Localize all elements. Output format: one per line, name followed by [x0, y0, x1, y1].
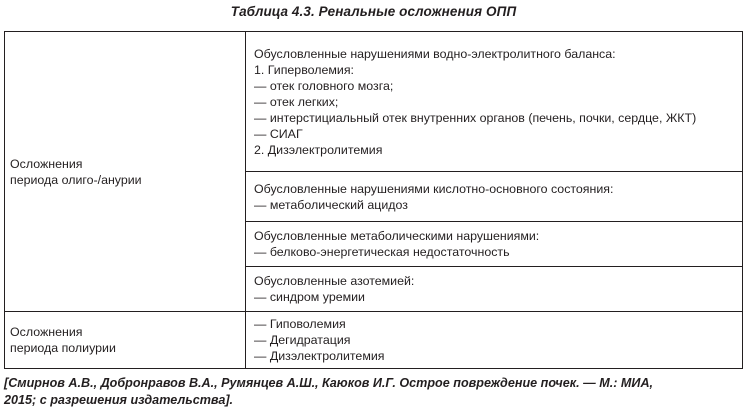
- source-citation: [4, 375, 744, 409]
- period-label: периода полиурии: [10, 341, 116, 355]
- complication-group-polyuria: [246, 312, 743, 369]
- list-item: 2. Дизэлектролитемия: [254, 142, 383, 157]
- table-caption: Таблица 4.3. Ренальные осложнения ОПП: [230, 4, 517, 19]
- group-heading: Обусловленные нарушениями кислотно-основного состояния:: [254, 181, 614, 196]
- group-heading: Обусловленные азотемией:: [254, 274, 415, 288]
- table-row: [5, 32, 743, 172]
- list-item: — отек головного мозга;: [254, 78, 394, 93]
- group-heading: Обусловленные метаболическими нарушениями:: [254, 229, 540, 243]
- list-item: — Дизэлектролитемия: [254, 349, 385, 363]
- list-item: — белково-энергетическая недостаточность: [254, 245, 510, 259]
- complication-group-azotemia: [246, 267, 743, 312]
- period-cell-oliguria: [5, 32, 246, 312]
- citation-line: 2015; с разрешения издательства].: [4, 393, 234, 407]
- list-item: — синдром уремии: [254, 290, 365, 304]
- table-row: [5, 312, 743, 369]
- complication-group-metabolic: [246, 222, 743, 267]
- group-heading: Обусловленные нарушениями водно-электролитного баланса:: [254, 46, 616, 61]
- complications-table: [4, 31, 743, 369]
- list-item: — интерстициальный отек внутренних органов (печень, почки, сердце, ЖКТ): [254, 110, 697, 125]
- period-label: Осложнения: [10, 325, 83, 339]
- list-item: 1. Гиперволемия:: [254, 62, 354, 77]
- list-item: — Гиповолемия: [254, 317, 346, 331]
- list-item: — СИАГ: [254, 126, 303, 141]
- period-label: периода олиго-/анурии: [10, 172, 142, 187]
- period-cell-polyuria: [5, 312, 246, 369]
- period-label: Осложнения: [10, 156, 83, 171]
- complication-group-acid-base: [246, 172, 743, 222]
- citation-line: [Смирнов А.В., Добронравов В.А., Румянцев А.Ш., Каюков И.Г. Острое повреждение почек. — М.: МИА,: [4, 376, 654, 390]
- complication-group-water-electrolyte: [246, 32, 743, 172]
- list-item: — метаболический ацидоз: [254, 197, 408, 212]
- list-item: — Дегидратация: [254, 333, 351, 347]
- list-item: — отек легких;: [254, 94, 339, 109]
